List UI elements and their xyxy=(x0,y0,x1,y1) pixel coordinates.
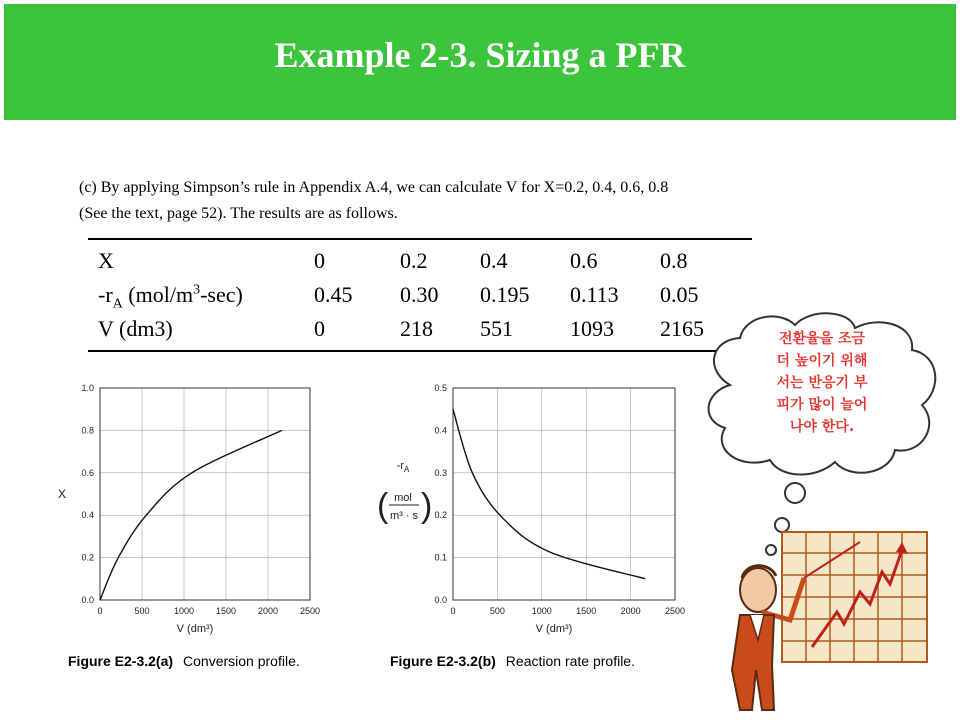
unit-denominator: m³ · s xyxy=(389,510,419,522)
table-cell: 1093 xyxy=(570,316,614,341)
plot-frame xyxy=(100,388,310,600)
x-tick-label: 2500 xyxy=(664,606,686,616)
row-label: $-r_A$ $(mol/m^3-\sec)$ xyxy=(98,282,243,312)
y-tick-label: 0.6 xyxy=(81,467,94,478)
row-label: V (dm3) xyxy=(98,316,173,341)
row-label: X xyxy=(98,248,114,273)
y-tick-label: 0.2 xyxy=(434,510,447,521)
slide-title: Example 2-3. Sizing a PFR xyxy=(274,35,686,75)
table-bottom-rule xyxy=(88,350,752,352)
table-cell: 0 xyxy=(314,248,325,273)
y-tick-label: 1.0 xyxy=(81,383,94,393)
growth-chart-board xyxy=(782,532,927,662)
figure-b-caption xyxy=(390,653,635,669)
figure-a-caption xyxy=(68,653,300,669)
table-cell: 0.2 xyxy=(400,248,428,273)
thought-bubble-text: 전환율을 조금 더 높이기 위해 서는 반응기 부 피가 많이 늘어 나야 한다. xyxy=(776,331,868,435)
series-line xyxy=(453,409,645,579)
right-paren: ) xyxy=(421,487,433,525)
table-cell: 0.113 xyxy=(570,282,619,307)
y-tick-label: 0.4 xyxy=(81,510,94,521)
conversion-profile-chart xyxy=(40,365,360,645)
figure-a-text: Conversion profile. xyxy=(183,653,300,669)
y-tick-label: 0.4 xyxy=(434,425,447,436)
left-paren: ( xyxy=(377,487,389,525)
table-cell: 0.45 xyxy=(314,282,353,307)
y-tick-label: 0.3 xyxy=(434,467,447,478)
table-cell: 0.30 xyxy=(400,282,439,307)
table-cell: 0.8 xyxy=(660,248,688,273)
figure-b-text: Reaction rate profile. xyxy=(505,653,635,669)
figure-b-label: Figure E2-3.2(b) xyxy=(390,653,496,669)
x-tick-label: 0 xyxy=(97,606,103,616)
y-tick-label: 0.2 xyxy=(81,552,94,563)
x-tick-label: 2000 xyxy=(257,606,279,616)
table-cell: 0.4 xyxy=(480,248,508,273)
thought-dot xyxy=(766,545,776,555)
table-cell: 218 xyxy=(400,316,433,341)
thought-dot xyxy=(775,518,789,532)
x-tick-label: 0 xyxy=(450,606,456,616)
table-cell: 0 xyxy=(314,316,325,341)
y-tick-label: 0.5 xyxy=(434,383,447,393)
table-top-rule xyxy=(88,238,752,240)
x-tick-label: 1500 xyxy=(576,606,597,616)
thought-dot xyxy=(785,483,805,503)
table-cell: 2165 xyxy=(660,316,704,341)
x-tick-label: 2000 xyxy=(620,606,641,616)
x-tick-label: 1000 xyxy=(173,606,195,616)
x-tick-label: 1500 xyxy=(215,606,237,616)
plot-frame xyxy=(453,388,675,600)
intro-line-2: (See the text, page 52). The results are as follows. xyxy=(79,205,398,222)
y-tick-label: 0.8 xyxy=(81,425,94,436)
table-cell: 0.05 xyxy=(660,282,699,307)
intro-paragraph xyxy=(79,175,879,227)
y-tick-label: 0.0 xyxy=(434,595,447,605)
table-cell: 0.6 xyxy=(570,248,598,273)
table-cell: 0.195 xyxy=(480,282,530,307)
y-axis-label: X xyxy=(57,487,67,501)
x-tick-label: 500 xyxy=(134,606,150,616)
x-tick-label: 500 xyxy=(489,606,505,616)
figure-a-label: Figure E2-3.2(a) xyxy=(68,653,174,669)
x-tick-label: 2500 xyxy=(299,606,321,616)
intro-line-1: (c) By applying Simpson’s rule in Appendix A.4, we can calculate V for X=0.2, 0.4, 0.6, 0.8 xyxy=(79,179,669,196)
y-tick-label: 0.1 xyxy=(434,552,447,563)
x-axis-label: V (dm³) xyxy=(535,623,573,635)
x-tick-label: 1000 xyxy=(531,606,552,616)
table-cell: 551 xyxy=(480,316,513,341)
figure-conversion-profile xyxy=(40,365,360,650)
unit-numerator: mol xyxy=(394,492,412,504)
x-axis-label: V (dm³) xyxy=(176,623,214,635)
y-tick-label: 0.0 xyxy=(81,595,94,605)
rate-profile-chart xyxy=(365,365,695,645)
figure-rate-profile xyxy=(365,365,695,650)
y-axis-label: $-r_A$ xyxy=(396,460,410,474)
